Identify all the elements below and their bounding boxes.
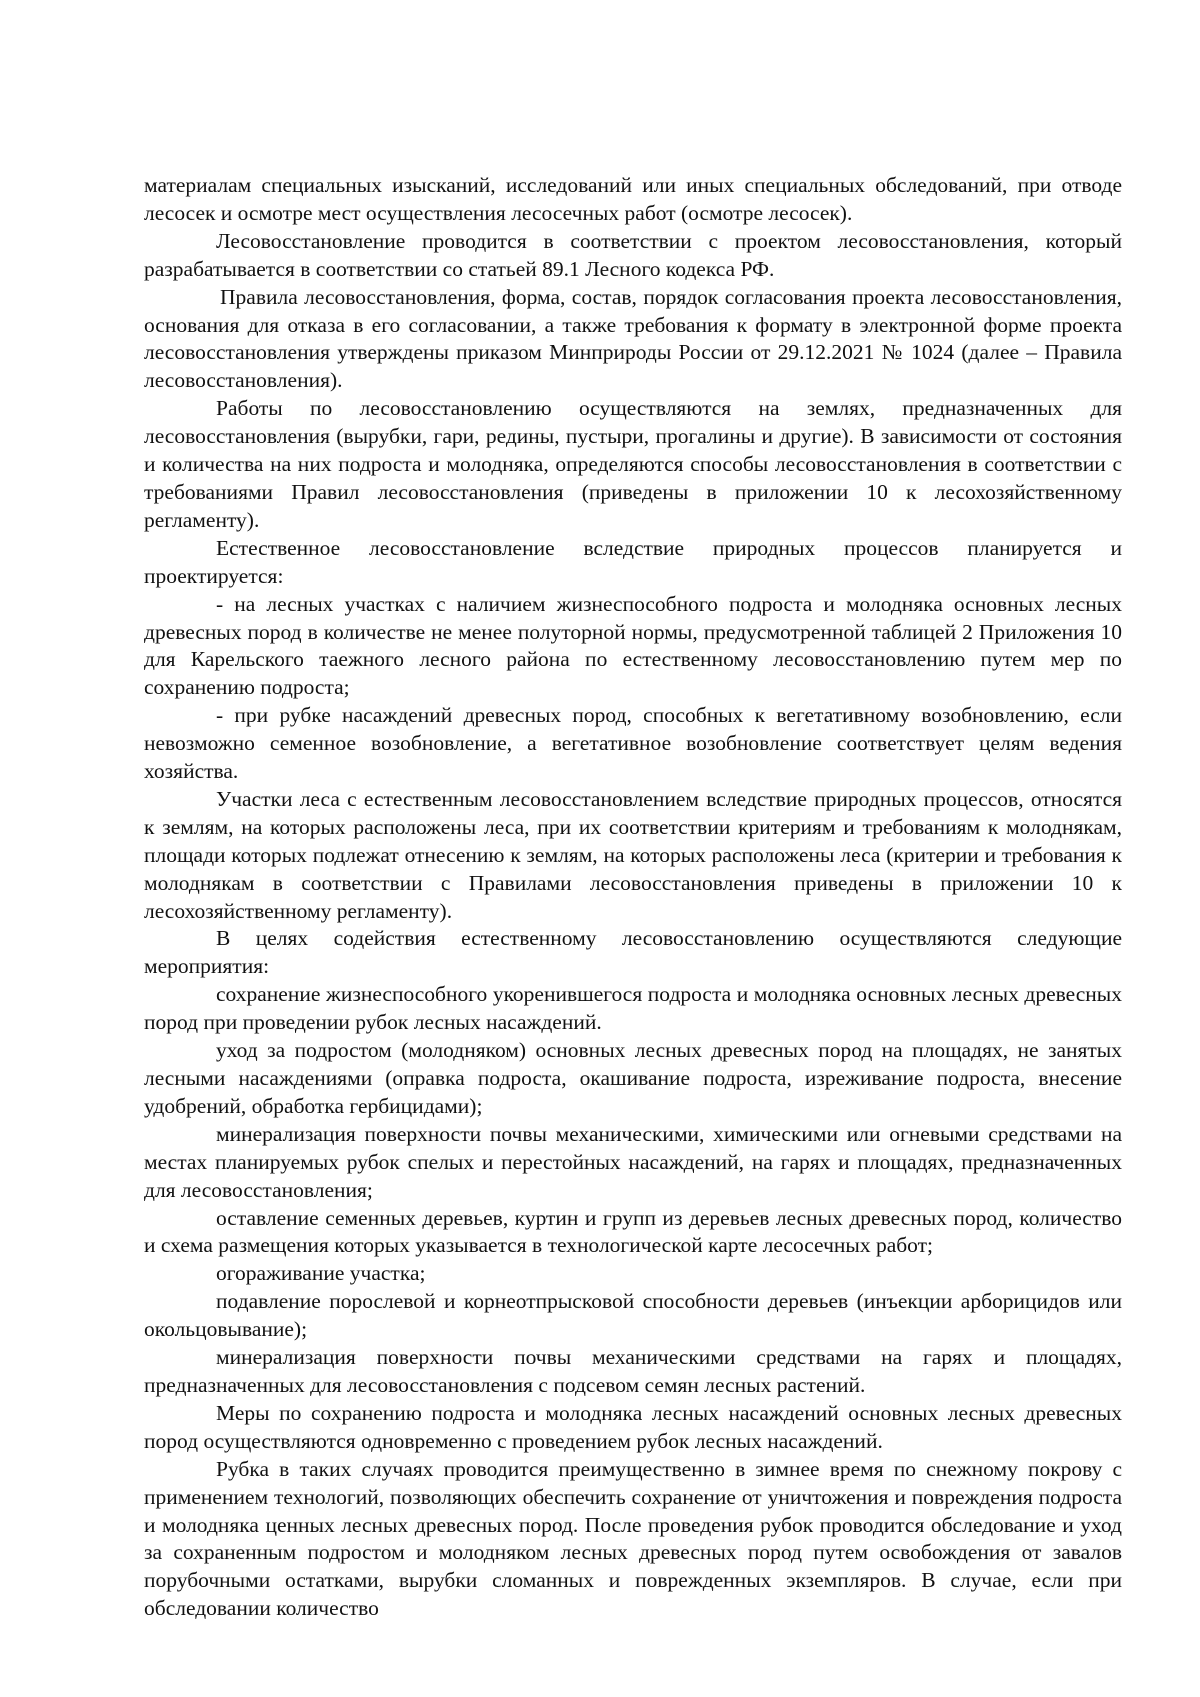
list-item: подавление порослевой и корнеотпрысковой способности деревьев (инъекции арборицидов или окольцовывание);	[144, 1289, 1122, 1342]
paragraph: Естественное лесовосстановление вследствие природных процессов планируется и проектируется:	[144, 535, 1122, 588]
list-item: минерализация поверхности почвы механическими средствами на гарях и площадях, предназначенных для лесовосстановления с подсевом семян лесных растений.	[144, 1345, 1122, 1397]
document-page	[144, 172, 1122, 1623]
list-item: минерализация поверхности почвы механическими, химическими или огневыми средствами на местах планируемых рубок спелых и перестойных насаждений, на гарях и площадях, предназначенных для лесовосстановления;	[144, 1121, 1122, 1202]
paragraph: В целях содействия естественному лесовосстановлению осуществляются следующие мероприятия:	[144, 926, 1122, 979]
paragraph: Участки леса с естественным лесовосстановлением вследствие природных процессов, относятся к землям, на которых расположены леса, при их соответствии критериям и требованиям к молоднякам, площади которых подлежат отнесению к землям, на которых расположены леса (критерии и требования к молоднякам в соответствии с Правилами лесовосстановления приведены в приложении 10 к лесохозяйственному регламенту).	[144, 786, 1122, 923]
list-item: сохранение жизнеспособного укоренившегося подроста и молодняка основных лесных древесных пород при проведении рубок лесных насаждений.	[144, 982, 1122, 1035]
paragraph: Работы по лесовосстановлению осуществляются на землях, предназначенных для лесовосстановления (вырубки, гари, редины, пустыри, прогалины и другие). В зависимости от состояния и количества на них подроста и молодняка, определяются способы лесовосстановления в соответствии с требованиями Правил лесовосстановления (приведены в приложении 10 к лесохозяйственному регламенту).	[144, 396, 1122, 532]
paragraph: Правила лесовосстановления, форма, состав, порядок согласования проекта лесовосстановления, основания для отказа в его согласовании, а также требования к формату в электронной форме проекта лесовосстановления утверждены приказом Минприроды России от 29.12.2021 № 1024 (далее – Правила лесовосстановления).	[144, 284, 1122, 393]
paragraph: Рубка в таких случаях проводится преимущественно в зимнее время по снежному покрову с применением технологий, позволяющих обеспечить сохранение от уничтожения и повреждения подроста и молодняка ценных лесных древесных пород. После проведения рубок проводится обследование и уход за сохраненным подростом и молодняком лесных древесных пород путем освобождения от завалов порубочными остатками, вырубки сломанных и поврежденных экземпляров. В случае, если при обследовании количество	[144, 1456, 1122, 1621]
list-item: - при рубке насаждений древесных пород, способных к вегетативному возобновлению, если невозможно семенное возобновление, а вегетативное возобновление соответствует целям ведения хозяйства.	[144, 703, 1122, 784]
list-item: уход за подростом (молодняком) основных лесных древесных пород на площадях, не занятых лесными насаждениями (оправка подроста, окашивание подроста, изреживание подроста, внесение удобрений, обработка гербицидами);	[144, 1038, 1122, 1118]
paragraph-continuation: материалам специальных изысканий, исследований или иных специальных обследований, при отводе лесосек и осмотре мест осуществления лесосечных работ (осмотре лесосек).	[144, 173, 1122, 225]
paragraph: Лесовосстановление проводится в соответствии с проектом лесовосстановления, который разрабатывается в соответствии со статьей 89.1 Лесного кодекса РФ.	[144, 228, 1122, 281]
list-item: оставление семенных деревьев, куртин и групп из деревьев лесных древесных пород, количество и схема размещения которых указывается в технологической карте лесосечных работ;	[144, 1205, 1122, 1258]
paragraph: Меры по сохранению подроста и молодняка лесных насаждений основных лесных древесных пород осуществляются одновременно с проведением рубок лесных насаждений.	[144, 1400, 1122, 1453]
list-item: - на лесных участках с наличием жизнеспособного подроста и молодняка основных лесных древесных пород в количестве не менее полуторной нормы, предусмотренной таблицей 2 Приложения 10 для Карельского таежного лесного района по естественному лесовосстановлению путем мер по сохранению подроста;	[144, 591, 1122, 700]
list-item: огораживание участка;	[216, 1261, 426, 1286]
